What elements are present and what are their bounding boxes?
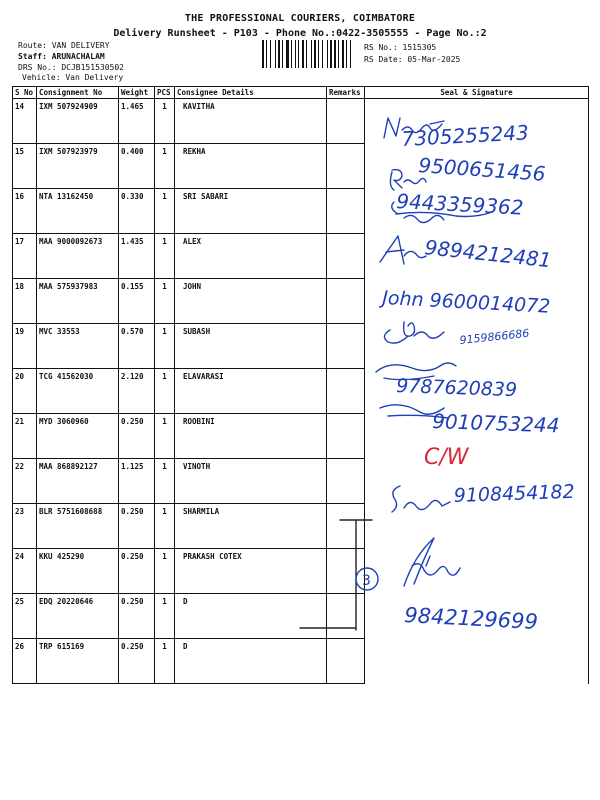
table-row: [13, 639, 589, 684]
cell-consignee: KAVITHA: [175, 99, 327, 144]
cell-consignment: TCG 41562030: [37, 369, 119, 414]
handwritten-phone: 9443359362: [395, 189, 525, 220]
cell-sno: 24: [13, 549, 37, 594]
cell-weight: 2.120: [119, 369, 155, 414]
company-title: THE PROFESSIONAL COURIERS, COIMBATORE: [184, 13, 416, 24]
cell-remarks: [327, 459, 365, 504]
barcode-bar: [286, 40, 289, 68]
cell-pcs: 1: [155, 459, 175, 504]
cell-weight: 0.570: [119, 324, 155, 369]
cell-consignee: SHARMILA: [175, 504, 327, 549]
cell-weight: 0.330: [119, 189, 155, 234]
handwritten-phone: 9894212481: [423, 235, 553, 273]
cell-sno: 14: [13, 99, 37, 144]
barcode-image: [262, 40, 356, 68]
cell-pcs: 1: [155, 594, 175, 639]
table-row: [13, 189, 589, 234]
cell-pcs: 1: [155, 189, 175, 234]
cell-pcs: 1: [155, 549, 175, 594]
cell-weight: 0.250: [119, 594, 155, 639]
cell-consignment: MAA 9000092673: [37, 234, 119, 279]
barcode-bar: [350, 40, 351, 68]
cell-remarks: [327, 144, 365, 189]
cell-sno: 19: [13, 324, 37, 369]
cell-sno: 21: [13, 414, 37, 459]
cell-signature: [365, 234, 589, 279]
cell-signature: [365, 459, 589, 504]
cell-consignee: VINOTH: [175, 459, 327, 504]
barcode-bar: [314, 40, 316, 68]
cell-sno: 26: [13, 639, 37, 684]
cell-consignment: MVC 33553: [37, 324, 119, 369]
cell-signature: [365, 324, 589, 369]
col-header-weight: Weight: [119, 87, 155, 99]
handwritten-phone: 9108454182: [453, 480, 575, 507]
cell-pcs: 1: [155, 279, 175, 324]
cell-signature: [365, 189, 589, 234]
cell-weight: 0.250: [119, 549, 155, 594]
cell-pcs: 1: [155, 504, 175, 549]
cell-pcs: 1: [155, 99, 175, 144]
cell-consignee: SRI SABARI: [175, 189, 327, 234]
cell-consignee: ROOBINI: [175, 414, 327, 459]
col-header-consignee: Consignee Details: [175, 87, 327, 99]
barcode-bar: [318, 40, 319, 68]
cell-weight: 1.465: [119, 99, 155, 144]
cell-consignee: ALEX: [175, 234, 327, 279]
cell-sno: 15: [13, 144, 37, 189]
cell-consignee: REKHA: [175, 144, 327, 189]
cell-pcs: 1: [155, 234, 175, 279]
barcode-bar: [342, 40, 344, 68]
barcode-bar: [306, 40, 307, 68]
cell-consignee: SUBASH: [175, 324, 327, 369]
cell-sno: 16: [13, 189, 37, 234]
barcode-bar: [278, 40, 280, 68]
barcode-bar: [282, 40, 283, 68]
barcode-bar: [330, 40, 332, 68]
cell-consignee: ELAVARASI: [175, 369, 327, 414]
table-row: [13, 549, 589, 594]
cell-sno: 20: [13, 369, 37, 414]
cell-pcs: 1: [155, 639, 175, 684]
table-row: [13, 234, 589, 279]
cell-remarks: [327, 234, 365, 279]
cell-remarks: [327, 504, 365, 549]
cell-consignment: EDQ 20220646: [37, 594, 119, 639]
cw-mark: C/W: [424, 445, 469, 470]
handwritten-phone: 9842129699: [403, 603, 539, 634]
cell-remarks: [327, 324, 365, 369]
cell-weight: 0.250: [119, 639, 155, 684]
barcode-bar: [270, 40, 271, 68]
col-header-signature: Seal & Signature: [365, 87, 589, 99]
barcode-bar: [334, 40, 336, 68]
cell-signature: [365, 504, 589, 549]
handwritten-phone: 9500651456: [417, 153, 547, 186]
cell-weight: 1.435: [119, 234, 155, 279]
barcode-bar: [346, 40, 347, 68]
cell-consignment: IXM 507924909: [37, 99, 119, 144]
barcode-bar: [275, 40, 276, 68]
cell-pcs: 1: [155, 369, 175, 414]
cell-pcs: 1: [155, 324, 175, 369]
barcode-bar: [338, 40, 339, 68]
cell-consignment: IXM 507923979: [37, 144, 119, 189]
cell-weight: 0.250: [119, 504, 155, 549]
cell-weight: 0.400: [119, 144, 155, 189]
handwritten-phone: 9159866686: [458, 326, 530, 347]
cell-weight: 1.125: [119, 459, 155, 504]
cell-consignee: D: [175, 594, 327, 639]
barcode-bar: [302, 40, 304, 68]
table-row: [13, 594, 589, 639]
cell-sno: 18: [13, 279, 37, 324]
cell-signature: [365, 279, 589, 324]
barcode-bar: [291, 40, 292, 68]
cell-remarks: [327, 279, 365, 324]
cell-consignee: PRAKASH COTEX: [175, 549, 327, 594]
staff-text: Staff: ARUNACHALAM: [18, 52, 105, 61]
runsheet-title: Delivery Runsheet - P103 - Phone No.:0422-3505555 - Page No.:2: [113, 28, 487, 39]
col-header-remarks: Remarks: [327, 87, 365, 99]
rs-date: RS Date: 05-Mar-2025: [364, 55, 461, 64]
cell-signature: [365, 549, 589, 594]
vehicle-text: Vehicle: Van Delivery: [22, 73, 124, 82]
table-row: [13, 99, 589, 144]
cell-sno: 23: [13, 504, 37, 549]
cell-remarks: [327, 414, 365, 459]
table-row: [13, 459, 589, 504]
cell-sno: 25: [13, 594, 37, 639]
cell-pcs: 1: [155, 144, 175, 189]
cell-signature: [365, 639, 589, 684]
handwritten-phone: 9787620839: [395, 375, 518, 402]
cell-sno: 17: [13, 234, 37, 279]
barcode-bar: [311, 40, 312, 68]
cell-consignment: TRP 615169: [37, 639, 119, 684]
cell-signature: [365, 369, 589, 414]
cell-consignment: MYD 3060960: [37, 414, 119, 459]
cell-consignee: JOHN: [175, 279, 327, 324]
table-row: [13, 144, 589, 189]
cell-remarks: [327, 549, 365, 594]
handwritten-phone: 9010753244: [431, 409, 560, 438]
cell-consignment: NTA 13162450: [37, 189, 119, 234]
table-header-row: [13, 87, 589, 99]
cell-consignment: BLR 5751608688: [37, 504, 119, 549]
route-text: Route: VAN DELIVERY: [18, 41, 110, 50]
drs-number: DRS No.: DCJB151530502: [18, 63, 124, 72]
cell-consignee: D: [175, 639, 327, 684]
rs-number: RS No.: 1515305: [364, 43, 437, 52]
barcode-bar: [295, 40, 296, 68]
cell-sno: 22: [13, 459, 37, 504]
cell-pcs: 1: [155, 414, 175, 459]
cell-signature: [365, 594, 589, 639]
cell-remarks: [327, 189, 365, 234]
col-header-consignment: Consignment No: [37, 87, 119, 99]
table-row: [13, 504, 589, 549]
cell-remarks: [327, 369, 365, 414]
cell-consignment: MAA 575937983: [37, 279, 119, 324]
handwritten-phone: 7305255243: [401, 120, 530, 151]
col-header-pcs: PCS: [155, 87, 175, 99]
circled-number: 3: [362, 573, 371, 589]
table-row: [13, 369, 589, 414]
col-header-sno: S No: [13, 87, 37, 99]
runsheet-table: [12, 86, 589, 684]
cell-signature: [365, 99, 589, 144]
table-row: [13, 324, 589, 369]
cell-weight: 0.155: [119, 279, 155, 324]
barcode-bar: [262, 40, 264, 68]
cell-weight: 0.250: [119, 414, 155, 459]
table-row: [13, 414, 589, 459]
cell-consignment: MAA 868892127: [37, 459, 119, 504]
handwritten-phone: John 9600014072: [381, 287, 551, 318]
barcode-bar: [266, 40, 267, 68]
barcode-bar: [322, 40, 323, 68]
cell-remarks: [327, 594, 365, 639]
cell-consignment: KKU 425290: [37, 549, 119, 594]
barcode-bar: [298, 40, 299, 68]
cell-signature: [365, 414, 589, 459]
cell-signature: [365, 144, 589, 189]
barcode-bar: [327, 40, 328, 68]
table-row: [13, 279, 589, 324]
cell-remarks: [327, 99, 365, 144]
cell-remarks: [327, 639, 365, 684]
